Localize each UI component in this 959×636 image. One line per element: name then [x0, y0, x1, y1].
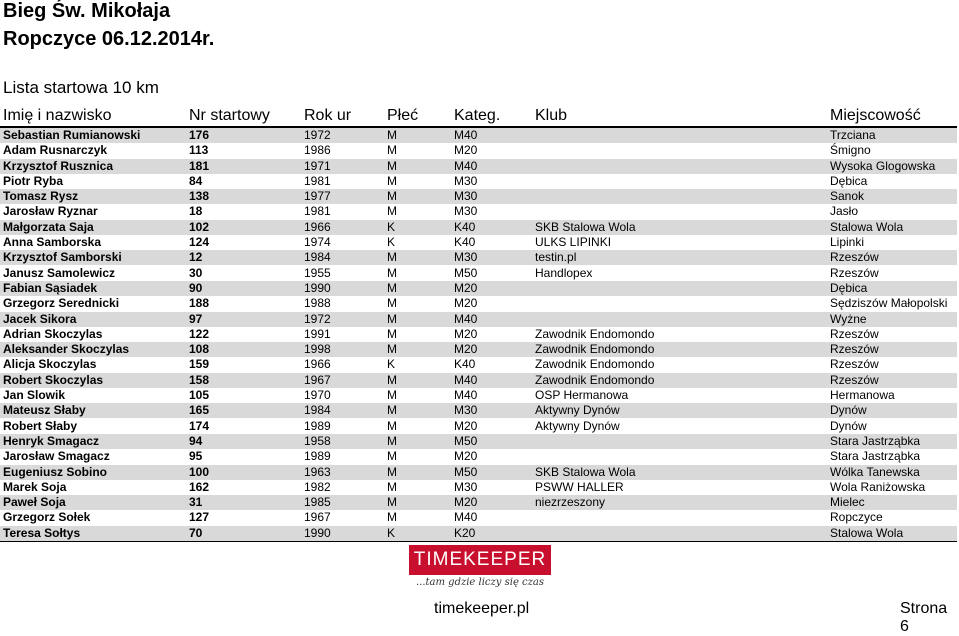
cell-nr: 188 — [189, 296, 210, 311]
cell-year: 1984 — [304, 250, 331, 265]
cell-city: Dębica — [830, 280, 868, 295]
cell-year: 1955 — [304, 265, 331, 280]
cell-nr: 95 — [189, 449, 203, 464]
cell-sex: K — [387, 219, 396, 234]
cell-year: 1966 — [304, 219, 331, 234]
header-name: Imię i nazwisko — [3, 107, 112, 124]
cell-year: 1972 — [304, 311, 331, 326]
row-shade — [0, 128, 957, 143]
cell-name: Paweł Soja — [3, 495, 66, 510]
table-row — [0, 312, 959, 327]
cell-club: SKB Stalowa Wola — [535, 464, 636, 479]
cell-category: M40 — [454, 388, 478, 403]
cell-year: 1984 — [304, 403, 331, 418]
table-row — [0, 526, 959, 541]
cell-sex: M — [387, 128, 397, 142]
cell-year: 1989 — [304, 418, 331, 433]
cell-nr: 113 — [189, 143, 209, 158]
cell-nr: 18 — [189, 204, 203, 219]
cell-sex: M — [387, 495, 397, 510]
cell-nr: 165 — [189, 403, 210, 418]
cell-category: M30 — [454, 403, 478, 418]
cell-sex: M — [387, 173, 397, 188]
cell-category: K40 — [454, 219, 476, 234]
cell-nr: 70 — [189, 525, 203, 540]
cell-name: Mateusz Słaby — [3, 403, 86, 418]
table-row — [0, 204, 959, 219]
cell-sex: M — [387, 433, 397, 448]
cell-category: M40 — [454, 128, 478, 142]
cell-category: K40 — [454, 357, 476, 372]
cell-nr: 94 — [189, 433, 203, 448]
cell-category: M20 — [454, 296, 478, 311]
cell-city: Rzeszów — [830, 342, 879, 357]
cell-club: Zawodnik Endomondo — [535, 342, 655, 357]
cell-name: Janusz Samolewicz — [3, 265, 116, 280]
cell-nr: 138 — [189, 189, 210, 204]
footer-page-number: Strona 6 — [900, 600, 948, 635]
row-shade — [0, 220, 957, 235]
table-row — [0, 220, 959, 235]
cell-sex: M — [387, 403, 397, 418]
timekeeper-logo — [409, 545, 551, 597]
cell-category: M20 — [454, 326, 478, 341]
table-row — [0, 266, 959, 281]
cell-sex: M — [387, 280, 397, 295]
start-list-table — [0, 128, 959, 541]
cell-nr: 12 — [189, 250, 203, 265]
header-sex: Płeć — [387, 107, 419, 124]
cell-year: 1991 — [304, 326, 331, 341]
row-shade — [0, 434, 957, 449]
row-shade — [0, 373, 957, 388]
cell-year: 1986 — [304, 143, 331, 158]
cell-nr: 84 — [189, 173, 203, 188]
table-row — [0, 296, 959, 311]
cell-name: Alicja Skoczylas — [3, 357, 97, 372]
cell-name: Robert Słaby — [3, 418, 78, 433]
table-row — [0, 235, 959, 250]
cell-sex: M — [387, 388, 397, 403]
row-shade — [0, 250, 957, 265]
cell-year: 1990 — [304, 525, 331, 540]
cell-city: Stalowa Wola — [830, 525, 904, 540]
cell-sex: M — [387, 265, 397, 280]
cell-category: M30 — [454, 173, 478, 188]
cell-year: 1989 — [304, 449, 331, 464]
cell-sex: K — [387, 235, 396, 250]
cell-name: Henryk Smagacz — [3, 433, 100, 448]
cell-nr: 31 — [189, 495, 203, 510]
cell-category: M40 — [454, 372, 478, 387]
cell-sex: M — [387, 296, 397, 311]
cell-club: niezrzeszony — [535, 495, 606, 510]
cell-sex: K — [387, 525, 396, 540]
cell-nr: 122 — [189, 326, 210, 341]
cell-city: Wólka Tanewska — [830, 464, 920, 479]
cell-year: 1958 — [304, 433, 331, 448]
table-row — [0, 480, 959, 495]
row-shade — [0, 189, 957, 204]
cell-name: Aleksander Skoczylas — [3, 342, 130, 357]
logo-wordmark: TIMEKEEPER — [409, 545, 551, 575]
cell-sex: M — [387, 449, 397, 464]
cell-nr: 30 — [189, 265, 203, 280]
footer-site: timekeeper.pl — [434, 600, 530, 617]
cell-name: Robert Skoczylas — [3, 372, 104, 387]
cell-year: 1977 — [304, 189, 331, 204]
cell-nr: 174 — [189, 418, 210, 433]
cell-sex: M — [387, 342, 397, 357]
cell-city: Jasło — [830, 204, 859, 219]
table-row — [0, 388, 959, 403]
cell-city: Mielec — [830, 495, 865, 510]
cell-club: Handlopex — [535, 265, 593, 280]
table-row — [0, 357, 959, 372]
cell-name: Eugeniusz Sobino — [3, 464, 107, 479]
table-row — [0, 434, 959, 449]
cell-club: ULKS LIPINKI — [535, 235, 612, 250]
cell-city: Wola Raniżowska — [830, 479, 926, 494]
cell-category: M30 — [454, 204, 478, 219]
cell-year: 1971 — [304, 158, 331, 173]
cell-nr: 181 — [189, 158, 210, 173]
table-row — [0, 159, 959, 174]
cell-name: Krzysztof Samborski — [3, 250, 122, 265]
cell-sex: M — [387, 158, 397, 173]
table-row — [0, 189, 959, 204]
cell-city: Rzeszów — [830, 265, 879, 280]
cell-year: 1981 — [304, 173, 331, 188]
cell-name: Teresa Sołtys — [3, 525, 81, 540]
cell-year: 1972 — [304, 128, 331, 142]
cell-category: M50 — [454, 433, 478, 448]
header-category: Kateg. — [454, 107, 501, 124]
table-row — [0, 403, 959, 418]
cell-category: M50 — [454, 265, 478, 280]
cell-name: Małgorzata Saja — [3, 219, 94, 234]
cell-category: M30 — [454, 250, 478, 265]
cell-year: 1998 — [304, 342, 331, 357]
cell-year: 1963 — [304, 464, 331, 479]
cell-nr: 162 — [189, 479, 210, 494]
event-date-location: Ropczyce 06.12.2014r. — [3, 28, 215, 50]
table-header — [0, 106, 959, 126]
cell-sex: M — [387, 479, 397, 494]
cell-club: Aktywny Dynów — [535, 403, 620, 418]
cell-name: Piotr Ryba — [3, 173, 64, 188]
cell-category: K20 — [454, 525, 476, 540]
table-row — [0, 342, 959, 357]
cell-year: 1981 — [304, 204, 331, 219]
table-row — [0, 128, 959, 143]
cell-year: 1988 — [304, 296, 331, 311]
cell-name: Adam Rusnarczyk — [3, 143, 108, 158]
cell-city: Dębica — [830, 173, 868, 188]
table-row — [0, 495, 959, 510]
cell-sex: M — [387, 204, 397, 219]
row-shade — [0, 465, 957, 480]
cell-city: Stara Jastrząbka — [830, 449, 921, 464]
cell-category: M50 — [454, 464, 478, 479]
cell-category: M20 — [454, 342, 478, 357]
cell-category: M20 — [454, 418, 478, 433]
cell-name: Jarosław Smagacz — [3, 449, 110, 464]
cell-club: SKB Stalowa Wola — [535, 219, 636, 234]
cell-city: Rzeszów — [830, 357, 879, 372]
table-row — [0, 143, 959, 158]
cell-sex: M — [387, 311, 397, 326]
cell-club: OSP Hermanowa — [535, 388, 629, 403]
cell-city: Hermanowa — [830, 388, 895, 403]
cell-nr: 108 — [189, 342, 210, 357]
cell-nr: 105 — [189, 388, 210, 403]
cell-club: Zawodnik Endomondo — [535, 372, 655, 387]
cell-sex: M — [387, 510, 397, 525]
row-shade — [0, 526, 957, 541]
cell-city: Dynów — [830, 418, 867, 433]
table-row — [0, 510, 959, 525]
cell-club: Aktywny Dynów — [535, 418, 620, 433]
cell-city: Rzeszów — [830, 372, 879, 387]
cell-city: Stara Jastrząbka — [830, 433, 921, 448]
cell-city: Dynów — [830, 403, 867, 418]
cell-sex: K — [387, 357, 396, 372]
header-city: Miejscowość — [830, 107, 921, 124]
cell-nr: 176 — [189, 128, 210, 142]
cell-category: M20 — [454, 143, 478, 158]
cell-category: M40 — [454, 158, 478, 173]
cell-sex: M — [387, 189, 397, 204]
cell-year: 1966 — [304, 357, 331, 372]
cell-nr: 127 — [189, 510, 210, 525]
header-club: Klub — [535, 107, 568, 124]
cell-category: M20 — [454, 495, 478, 510]
cell-club: Zawodnik Endomondo — [535, 326, 655, 341]
cell-name: Jarosław Ryznar — [3, 204, 98, 219]
cell-city: Rzeszów — [830, 250, 879, 265]
table-row — [0, 327, 959, 342]
cell-nr: 124 — [189, 235, 210, 250]
cell-year: 1985 — [304, 495, 331, 510]
table-row — [0, 281, 959, 296]
cell-city: Wyżne — [830, 311, 867, 326]
cell-name: Anna Samborska — [3, 235, 102, 250]
cell-category: M40 — [454, 510, 478, 525]
table-row — [0, 174, 959, 189]
cell-year: 1967 — [304, 372, 331, 387]
cell-name: Jan Slowik — [3, 388, 66, 403]
cell-nr: 90 — [189, 280, 203, 295]
cell-sex: M — [387, 250, 397, 265]
cell-category: M20 — [454, 449, 478, 464]
cell-year: 1970 — [304, 388, 331, 403]
cell-category: M40 — [454, 311, 478, 326]
cell-nr: 159 — [189, 357, 210, 372]
cell-city: Lipinki — [830, 235, 865, 250]
cell-name: Tomasz Rysz — [3, 189, 79, 204]
cell-year: 1990 — [304, 280, 331, 295]
cell-name: Jacek Sikora — [3, 311, 77, 326]
cell-city: Rzeszów — [830, 326, 879, 341]
cell-name: Fabian Sąsiadek — [3, 280, 98, 295]
cell-category: K40 — [454, 235, 476, 250]
table-row — [0, 373, 959, 388]
cell-sex: M — [387, 326, 397, 341]
cell-name: Grzegorz Serednicki — [3, 296, 120, 311]
table-row — [0, 250, 959, 265]
row-shade — [0, 403, 957, 418]
cell-category: M20 — [454, 280, 478, 295]
header-nr: Nr startowy — [189, 107, 270, 124]
cell-nr: 158 — [189, 372, 210, 387]
cell-city: Śmigno — [830, 143, 871, 158]
table-row — [0, 465, 959, 480]
cell-city: Trzciana — [830, 128, 876, 142]
cell-club: PSWW HALLER — [535, 479, 624, 494]
cell-club: testin.pl — [535, 250, 577, 265]
cell-year: 1967 — [304, 510, 331, 525]
cell-city: Sanok — [830, 189, 865, 204]
cell-nr: 100 — [189, 464, 210, 479]
row-shade — [0, 159, 957, 174]
cell-name: Sebastian Rumianowski — [3, 128, 141, 142]
cell-name: Krzysztof Rusznica — [3, 158, 114, 173]
cell-sex: M — [387, 372, 397, 387]
cell-nr: 102 — [189, 219, 210, 234]
cell-year: 1974 — [304, 235, 331, 250]
cell-name: Grzegorz Sołek — [3, 510, 91, 525]
table-bottom-divider — [0, 541, 957, 542]
header-year: Rok ur — [304, 107, 352, 124]
cell-sex: M — [387, 143, 397, 158]
cell-city: Wysoka Glogowska — [830, 158, 936, 173]
row-shade — [0, 495, 957, 510]
table-row — [0, 419, 959, 434]
cell-name: Marek Soja — [3, 479, 67, 494]
cell-sex: M — [387, 464, 397, 479]
cell-city: Ropczyce — [830, 510, 883, 525]
cell-club: Zawodnik Endomondo — [535, 357, 655, 372]
cell-nr: 97 — [189, 311, 203, 326]
cell-city: Sędziszów Małopolski — [830, 296, 948, 311]
cell-city: Stalowa Wola — [830, 219, 904, 234]
cell-category: M30 — [454, 479, 478, 494]
cell-sex: M — [387, 418, 397, 433]
logo-tagline: ...tam gdzie liczy się czas — [415, 577, 545, 588]
cell-category: M30 — [454, 189, 478, 204]
table-row — [0, 449, 959, 464]
row-shade — [0, 342, 957, 357]
row-shade — [0, 281, 957, 296]
cell-year: 1982 — [304, 479, 331, 494]
cell-name: Adrian Skoczylas — [3, 326, 103, 341]
event-title: Bieg Św. Mikołaja — [3, 0, 171, 22]
list-title: Lista startowa 10 km — [3, 78, 159, 97]
row-shade — [0, 312, 957, 327]
